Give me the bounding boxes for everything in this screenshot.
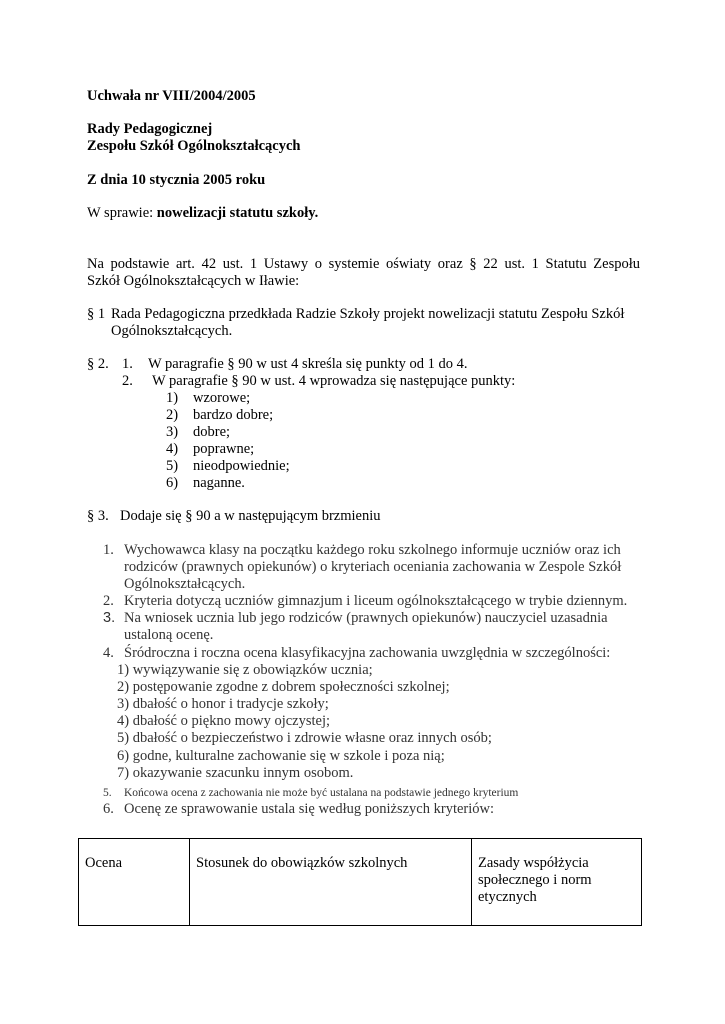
point-1-line2: rodziców (prawnych opiekunów) o kryteriach oceniania zachowania w Zespole Szkół xyxy=(124,559,622,575)
section-1-line1: Rada Pedagogiczna przedkłada Radzie Szkoły projekt nowelizacji statutu Zespołu Szkół xyxy=(111,306,625,322)
criterion-item: 5) dbałość o bezpieczeństwo i zdrowie własne oraz innych osób; xyxy=(117,730,492,746)
point-1-line3: Ogólnokształcących. xyxy=(124,576,246,592)
grade-label: naganne. xyxy=(193,475,245,491)
grade-number: 1) xyxy=(166,390,179,406)
resolution-number: Uchwała nr VIII/2004/2005 xyxy=(87,88,256,104)
section-3-intro: Dodaje się § 90 a w następującym brzmieniu xyxy=(120,508,381,524)
legal-basis-line2: Szkół Ogólnokształcących w Iławie: xyxy=(87,273,300,289)
legal-basis-line1: Na podstawie art. 42 ust. 1 Ustawy o systemie oświaty oraz § 22 ust. 1 Statutu Zespołu xyxy=(87,256,640,272)
grade-label: poprawne; xyxy=(193,441,255,457)
point-1-number: 1. xyxy=(103,542,114,558)
point-3-number: 3. xyxy=(103,610,116,626)
section-2-item2-number: 2. xyxy=(122,373,133,389)
section-2-item2: W paragrafie § 90 w ust. 4 wprowadza się następujące punkty: xyxy=(152,373,516,389)
point-2-number: 2. xyxy=(103,593,114,609)
council-name-line2: Zespołu Szkół Ogólnokształcących xyxy=(87,138,301,154)
point-6-text: Ocenę ze sprawowanie ustala się według poniższych kryteriów: xyxy=(124,801,495,817)
criterion-item: 2) postępowanie zgodne z dobrem społeczności szkolnej; xyxy=(117,679,450,695)
grade-number: 6) xyxy=(166,475,179,491)
header-cell-grade xyxy=(79,839,190,926)
section-2-item1-number: 1. xyxy=(122,356,133,372)
section-1-line2: Ogólnokształcących. xyxy=(111,323,233,339)
council-name-line1: Rady Pedagogicznej xyxy=(87,121,213,137)
section-2-item1: W paragrafie § 90 w ust 4 skreśla się punkty od 1 do 4. xyxy=(148,356,468,372)
point-5-number: 5. xyxy=(103,787,112,799)
header-social-line3: etycznych xyxy=(478,889,537,905)
subject-text: nowelizacji statutu szkoły. xyxy=(156,205,319,221)
criterion-item: 1) wywiązywanie się z obowiązków ucznia; xyxy=(117,662,373,678)
criterion-item: 4) dbałość o piękno mowy ojczystej; xyxy=(117,713,331,729)
header-duties: Stosunek do obowiązków szkolnych xyxy=(196,855,408,871)
criterion-item: 6) godne, kulturalne zachowanie się w szkole i poza nią; xyxy=(117,748,445,764)
subject-prefix: W sprawie: xyxy=(87,205,157,221)
criterion-item: 7) okazywanie szacunku innym osobom. xyxy=(117,765,354,781)
point-1-line1: Wychowawca klasy na początku każdego roku szkolnego informuje uczniów oraz ich xyxy=(124,542,621,558)
grade-number: 2) xyxy=(166,407,179,423)
grade-label: nieodpowiednie; xyxy=(193,458,290,474)
point-4-number: 4. xyxy=(103,645,114,661)
criteria-table xyxy=(78,838,642,926)
header-grade: Ocena xyxy=(85,855,123,871)
section-3-label: § 3. xyxy=(87,508,109,524)
grade-number: 5) xyxy=(166,458,179,474)
grade-label: bardzo dobre; xyxy=(193,407,274,423)
header-social-line1: Zasady współżycia xyxy=(478,855,589,871)
section-1-label: § 1 xyxy=(87,306,106,322)
criterion-item: 3) dbałość o honor i tradycje szkoły; xyxy=(117,696,329,712)
point-3-line2: ustaloną ocenę. xyxy=(124,627,214,643)
header-cell-social xyxy=(472,839,642,926)
header-social-line2: społecznego i norm xyxy=(478,872,592,888)
subject-line xyxy=(87,205,318,222)
table-header-row xyxy=(79,839,642,926)
grade-label: dobre; xyxy=(193,424,231,440)
point-3-line1: Na wniosek ucznia lub jego rodziców (prawnych opiekunów) nauczyciel uzasadnia xyxy=(124,610,608,626)
grade-label: wzorowe; xyxy=(193,390,251,406)
grade-number: 3) xyxy=(166,424,179,440)
grade-number: 4) xyxy=(166,441,179,457)
point-2-text: Kryteria dotyczą uczniów gimnazjum i liceum ogólnokształcącego w trybie dziennym. xyxy=(124,593,628,609)
section-2-label: § 2. xyxy=(87,356,109,372)
point-4-text: Śródroczna i roczna ocena klasyfikacyjna zachowania uwzględnia w szczególności: xyxy=(124,645,611,661)
header-cell-duties xyxy=(190,839,472,926)
point-6-number: 6. xyxy=(103,801,114,817)
point-5-text: Końcowa ocena z zachowania nie może być ustalana na podstawie jednego kryterium xyxy=(124,787,519,799)
resolution-date: Z dnia 10 stycznia 2005 roku xyxy=(87,172,266,188)
